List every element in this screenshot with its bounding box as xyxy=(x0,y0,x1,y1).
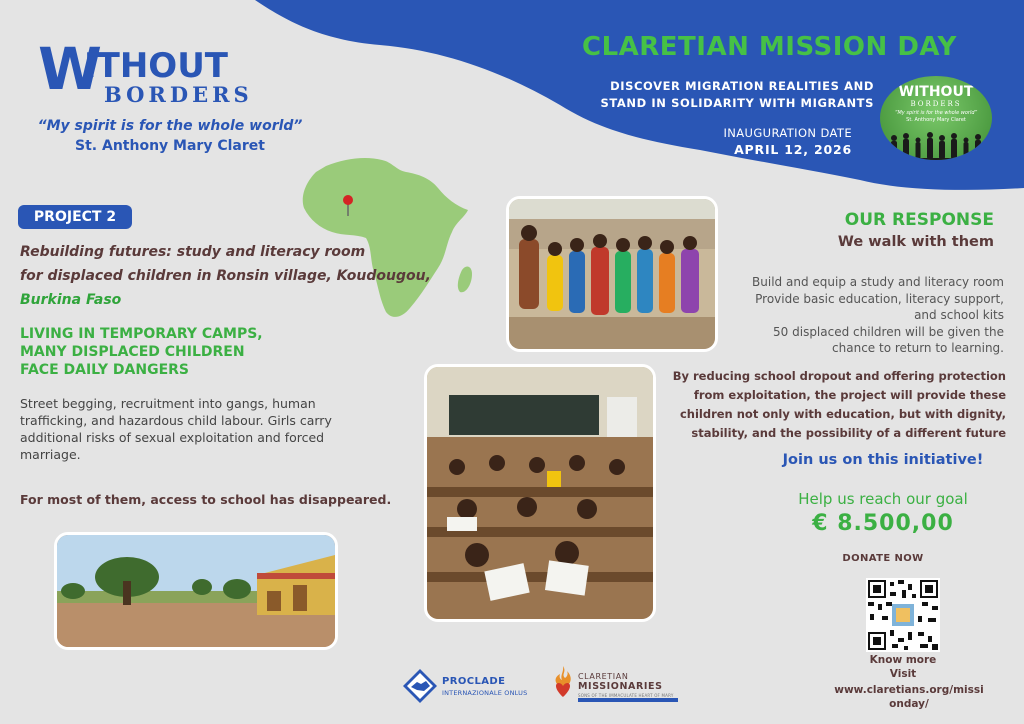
heart-flame-icon xyxy=(552,664,574,702)
response-line3: and school kits xyxy=(914,308,1004,322)
proclade-subtitle: INTERNAZIONALE ONLUS xyxy=(442,689,528,697)
handshake-icon xyxy=(402,668,438,704)
goal-label: Help us reach our goal xyxy=(798,490,968,508)
join-call-to-action: Join us on this initiative! xyxy=(782,452,984,468)
circle-logo-line1: WITHOUT xyxy=(898,84,974,100)
without-borders-logo xyxy=(38,35,253,107)
without-borders-circle-logo xyxy=(880,76,992,160)
project-body: Street begging, recruitment into gangs, human trafficking, and hazardous child labour. Girls carry additional risks of sexual exploitation and forced marriage. xyxy=(20,396,332,462)
response-line4: 50 displaced children will be given the xyxy=(773,324,1004,339)
response-line1: Build and equip a study and literacy room xyxy=(752,275,1004,289)
response-impact xyxy=(668,367,1006,443)
event-subtitle-line2: STAND IN SOLIDARITY WITH MIGRANTS xyxy=(600,96,874,110)
impact-line4: stability, and the possibility of a different future xyxy=(691,426,1006,440)
project-headline-line3: FACE DAILY DANGERS xyxy=(20,362,190,378)
event-title: CLARETIAN MISSION DAY xyxy=(582,32,957,62)
response-actions xyxy=(700,274,1004,357)
donate-qr-code[interactable] xyxy=(866,578,940,652)
goal-amount: € 8.500,00 xyxy=(812,511,954,536)
event-subtitle-line1: DISCOVER MIGRATION REALITIES AND xyxy=(610,79,874,93)
circle-logo-line3: “My spirit is for the whole world” xyxy=(894,110,978,116)
mission-day-link[interactable]: www.claretians.org/missionday/ xyxy=(834,684,984,710)
response-line2: Provide basic education, literacy support, xyxy=(755,291,1004,306)
inauguration-date: APRIL 12, 2026 xyxy=(734,142,852,157)
proclade-name: PROCLADE xyxy=(442,676,506,687)
event-subtitle xyxy=(584,78,874,112)
project-access-statement: For most of them, access to school has disappeared. xyxy=(20,492,392,507)
migrants-silhouette-icon xyxy=(880,124,992,160)
logo-author: St. Anthony Mary Claret xyxy=(75,138,265,154)
know-more-label: Know more xyxy=(869,654,937,666)
project-headline-line2: MANY DISPLACED CHILDREN xyxy=(20,344,245,360)
circle-logo-line4: St. Anthony Mary Claret xyxy=(906,117,966,123)
donate-now-label: DONATE NOW xyxy=(842,553,924,564)
claretian-name-line1: CLARETIAN xyxy=(578,672,629,681)
claretian-name-line2: MISSIONARIES xyxy=(578,681,663,692)
classroom-photo xyxy=(424,364,656,622)
response-subheading: We walk with them xyxy=(837,234,994,250)
logo-w-letter: W xyxy=(38,35,100,103)
project-title-line2: for displaced children in Ronsin village, Koudougou, xyxy=(20,268,431,284)
project-headline-line1: LIVING IN TEMPORARY CAMPS, xyxy=(20,326,263,342)
claretian-missionaries-logo xyxy=(552,664,682,704)
claretian-logo-bar xyxy=(578,698,678,702)
impact-line1: By reducing school dropout and offering protection xyxy=(672,369,1006,383)
project-headline xyxy=(20,325,320,379)
project-badge: PROJECT 2 xyxy=(18,205,132,229)
project-location: Burkina Faso xyxy=(20,292,122,308)
project-title-line1: Rebuilding futures: study and literacy room xyxy=(20,244,366,260)
logo-top-text: ITHOUT xyxy=(84,46,229,86)
claretian-name-line3: SONS OF THE IMMACULATE HEART OF MARY xyxy=(578,693,674,698)
project-title xyxy=(20,240,460,312)
qr-code-icon xyxy=(866,578,940,652)
visit-label: Visit xyxy=(889,668,917,680)
impact-line2: from exploitation, the project will provide these xyxy=(693,388,1006,402)
inauguration-label: INAUGURATION DATE xyxy=(723,126,852,140)
impact-line3: children not only with education, but with dignity, xyxy=(679,407,1006,421)
circle-logo-line2: BORDERS xyxy=(910,100,962,108)
logo-quote: “My spirit is for the whole world” xyxy=(37,118,303,134)
village-photo xyxy=(54,532,338,650)
proclade-logo xyxy=(402,668,532,706)
children-group-photo xyxy=(506,196,718,352)
response-line5: chance to return to learning. xyxy=(832,341,1004,355)
logo-bottom-text: BORDERS xyxy=(104,82,253,107)
response-heading: OUR RESPONSE xyxy=(844,210,994,230)
